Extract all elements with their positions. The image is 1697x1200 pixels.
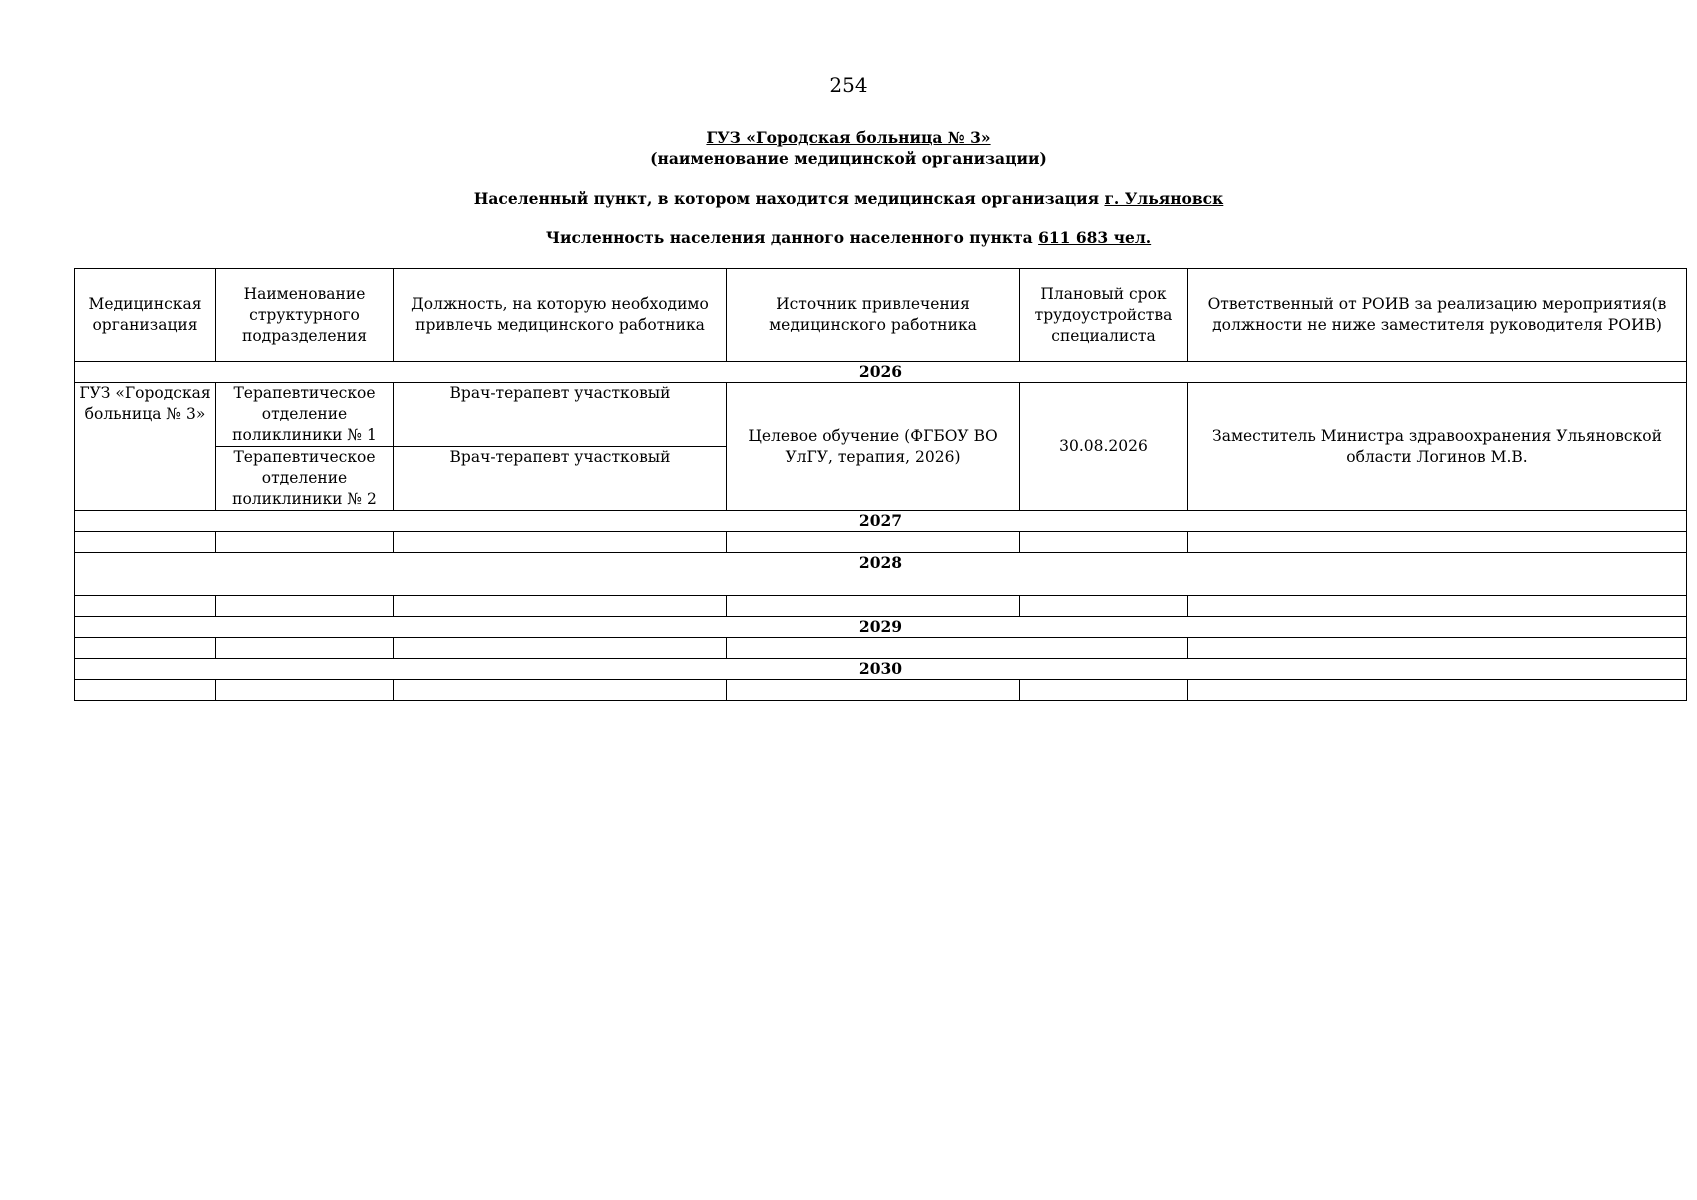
table-row — [75, 638, 1687, 659]
org-name-heading — [0, 128, 1697, 147]
table-header-row — [75, 269, 1687, 362]
empty-cell — [1020, 532, 1188, 553]
empty-cell — [1188, 596, 1687, 617]
empty-cell — [394, 680, 727, 701]
year-row — [75, 617, 1687, 638]
year-label-2030: 2030 — [75, 659, 1687, 680]
year-label-2028: 2028 — [75, 553, 1687, 596]
organization-cell: ГУЗ «Городская больница № 3» — [75, 383, 216, 511]
org-name: ГУЗ «Городская больница № 3» — [706, 128, 991, 147]
table-row — [75, 383, 1687, 447]
locality-line — [0, 189, 1697, 208]
empty-cell — [394, 638, 727, 659]
empty-cell — [727, 532, 1020, 553]
column-header: Источник привлечения медицинского работника — [727, 269, 1020, 362]
empty-cell — [75, 680, 216, 701]
department-cell: Терапевтическое отделение поликлиники № 1 — [216, 383, 394, 447]
empty-cell — [216, 532, 394, 553]
empty-cell — [727, 596, 1020, 617]
column-header: Ответственный от РОИВ за реализацию мероприятия(в должности не ниже заместителя руководителя РОИВ) — [1188, 269, 1687, 362]
empty-cell — [216, 596, 394, 617]
recruitment-plan-table — [74, 268, 1687, 701]
column-header: Медицинская организация — [75, 269, 216, 362]
empty-cell — [1188, 638, 1687, 659]
deadline-cell: 30.08.2026 — [1020, 383, 1188, 511]
empty-cell — [394, 596, 727, 617]
column-header: Наименование структурного подразделения — [216, 269, 394, 362]
empty-cell — [75, 532, 216, 553]
column-header: Плановый срок трудоустройства специалиста — [1020, 269, 1188, 362]
year-row — [75, 553, 1687, 596]
column-header: Должность, на которую необходимо привлечь медицинского работника — [394, 269, 727, 362]
position-cell: Врач-терапевт участковый — [394, 447, 727, 511]
year-label-2029: 2029 — [75, 617, 1687, 638]
empty-cell — [727, 638, 1188, 659]
year-row — [75, 511, 1687, 532]
empty-cell — [1188, 680, 1687, 701]
year-label-2026: 2026 — [75, 362, 1687, 383]
empty-cell — [1020, 680, 1188, 701]
empty-cell — [394, 532, 727, 553]
year-row — [75, 362, 1687, 383]
population-line — [0, 228, 1697, 247]
locality-value: г. Ульяновск — [1104, 189, 1224, 208]
table-row — [75, 596, 1687, 617]
empty-cell — [1020, 596, 1188, 617]
empty-cell — [216, 638, 394, 659]
department-cell: Терапевтическое отделение поликлиники № 2 — [216, 447, 394, 511]
locality-label: Населенный пункт, в котором находится медицинская организация — [473, 189, 1100, 208]
empty-cell — [75, 638, 216, 659]
source-cell: Целевое обучение (ФГБОУ ВО УлГУ, терапия, 2026) — [727, 383, 1020, 511]
table-row — [75, 532, 1687, 553]
position-cell: Врач-терапевт участковый — [394, 383, 727, 447]
org-caption: (наименование медицинской организации) — [650, 149, 1047, 168]
year-label-2027: 2027 — [75, 511, 1687, 532]
population-label: Численность населения данного населенного пункта — [545, 228, 1033, 247]
empty-cell — [216, 680, 394, 701]
page-number: 254 — [829, 73, 868, 97]
responsible-cell: Заместитель Министра здравоохранения Ульяновской области Логинов М.В. — [1188, 383, 1687, 511]
empty-cell — [75, 596, 216, 617]
table-row — [75, 680, 1687, 701]
year-row — [75, 659, 1687, 680]
empty-cell — [1188, 532, 1687, 553]
empty-cell — [727, 680, 1020, 701]
population-value: 611 683 чел. — [1038, 228, 1152, 247]
